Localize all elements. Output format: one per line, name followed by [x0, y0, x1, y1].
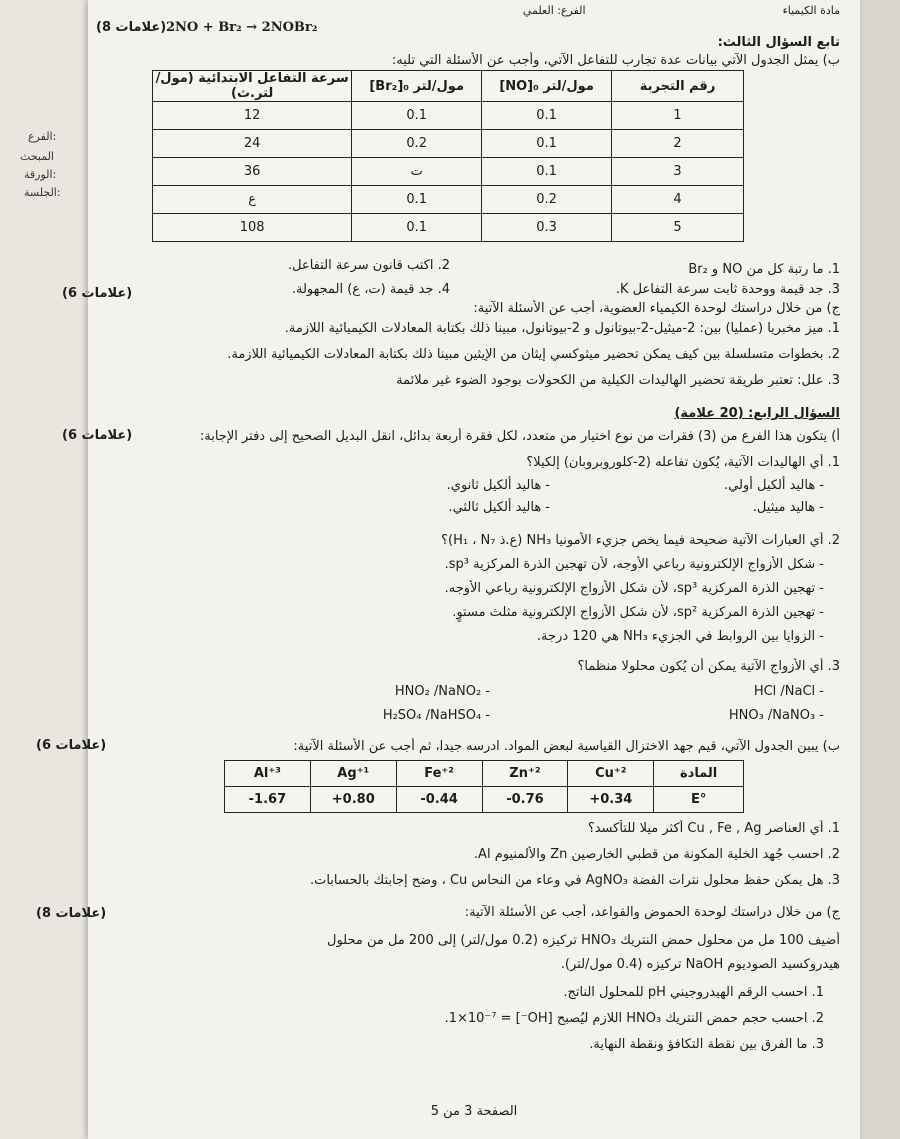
section-intro: ج) من خلال دراستك لوحدة الحموض والقواعد، أجب عن الأسئلة الآتية:	[464, 905, 840, 920]
answer-option[interactable]: - HCl /NaCl	[753, 684, 824, 699]
table-cell: 0.1	[352, 214, 482, 242]
table-header: المادة	[654, 761, 744, 787]
answer-option[interactable]: - H₂SO₄ /NaHSO₄	[382, 708, 490, 723]
table-cell: 24	[153, 130, 352, 158]
reaction-equation: 2NO + Br₂ → 2NOBr₂	[166, 20, 318, 35]
section-intro: ب) يمثل الجدول الآتي بيانات عدة تجارب للتفاعل الآتي، وأجب عن الأسئلة التي تليه:	[391, 53, 840, 68]
table-cell: 1	[612, 102, 744, 130]
section-title: تابع السؤال الثالث:	[717, 35, 840, 50]
question-item: 1. ما رتبة كل من NO و Br₂	[688, 262, 840, 277]
table-header: Ag⁺¹	[310, 761, 396, 787]
table-header: Fe⁺²	[396, 761, 482, 787]
question-item: 3. علل: تعتبر طريقة تحضير الهاليدات الكيلية من الكحولات بوجود الضوء غير ملائمة	[396, 373, 840, 388]
marks-label: (6 علامات)	[62, 286, 133, 301]
reduction-potential-table	[224, 760, 744, 813]
answer-option[interactable]: - HNO₃ /NaNO₃	[728, 708, 824, 723]
question-item: 2. احسب جُهد الخلية المكونة من قطبي الخارصين Zn والألمنيوم Al.	[473, 847, 840, 862]
table-cell: 3	[612, 158, 744, 186]
answer-option[interactable]: - تهجين الذرة المركزية sp²، لأن شكل الأزواج الإلكترونية مثلث مستوٍ.	[452, 605, 824, 620]
table-cell: ت	[352, 158, 482, 186]
question-stem: 2. أي العبارات الآتية صحيحة فيما يخص جزيء الأمونيا NH₃ (ع.ذ H₁ ، N₇)؟	[441, 533, 840, 548]
table-header: Zn⁺²	[482, 761, 568, 787]
table-cell: 5	[612, 214, 744, 242]
table-cell: 0.3	[482, 214, 612, 242]
question-stem: 1. أي الهاليدات الآتية، يُكون تفاعله (2-كلوروبروبان) إلكيلا؟	[526, 455, 840, 470]
table-cell: 0.1	[352, 102, 482, 130]
problem-text: أضيف 100 مل من محلول حمض النتريك HNO₃ تركيزه (0.2 مول/لتر) إلى 200 مل من محلول	[327, 933, 840, 948]
question-title: السؤال الرابع: (20 علامة)	[674, 406, 840, 421]
answer-option[interactable]: - هاليد ألكيل أولي.	[724, 478, 824, 493]
table-header: Al⁺³	[225, 761, 311, 787]
table-cell: 0.1	[482, 102, 612, 130]
table-header: [Br₂]₀ مول/لتر	[352, 71, 482, 102]
marks-label: (6 علامات)	[62, 428, 133, 443]
table-cell: -0.76	[482, 787, 568, 813]
table-cell: 108	[153, 214, 352, 242]
page-number: الصفحة 3 من 5	[430, 1104, 518, 1119]
side-note: المبحث	[20, 150, 54, 163]
answer-option[interactable]: - شكل الأزواج الإلكترونية رباعي الأوجه، لأن تهجين الذرة المركزية sp³.	[444, 557, 824, 572]
table-cell: 0.2	[482, 186, 612, 214]
page-header	[102, 2, 840, 20]
answer-option[interactable]: - HNO₂ /NaNO₂	[394, 684, 490, 699]
right-margin	[858, 0, 900, 1139]
question-item: 1. ميز مخبريا (عمليا) بين: 2-ميثيل-2-بيوتانول و 2-بيوتانول، مبينا ذلك بكتابة المعادلات الكيميائية اللازمة.	[284, 321, 840, 336]
subject-label: مادة الكيمياء	[782, 4, 840, 17]
marks-label: (8 علامات)	[96, 20, 167, 35]
branch-label: الفرع: العلمي	[522, 4, 586, 17]
table-cell: 0.2	[352, 130, 482, 158]
question-item: 2. احسب حجم حمض النتريك HNO₃ اللازم ليُصبح [OH⁻] = 1×10⁻⁷.	[444, 1011, 824, 1026]
section-intro: ب) يبين الجدول الآتي، قيم جهد الاختزال القياسية لبعض المواد. ادرسه جيدا، ثم أجب عن الأسئلة الآتية:	[293, 739, 840, 754]
question-item: 2. بخطوات متسلسلة بين كيف يمكن تحضير ميثوكسي إيثان من الإيثين مبينا ذلك بكتابة المعادلات الكيميائية اللازمة.	[227, 347, 840, 362]
question-item: 1. أي العناصر Cu , Fe , Ag أكثر ميلا للتأكسد؟	[587, 821, 840, 836]
answer-option[interactable]: - الزوايا بين الروابط في الجزيء NH₃ هي 120 درجة.	[536, 629, 824, 644]
marks-label: (8 علامات)	[36, 906, 107, 921]
table-cell: -1.67	[225, 787, 311, 813]
table-cell: +0.34	[568, 787, 654, 813]
side-note: الجلسة:	[24, 186, 61, 199]
table-header: سرعة التفاعل الابتدائية (مول/لتر.ث)	[153, 71, 352, 102]
table-header: Cu⁺²	[568, 761, 654, 787]
table-cell: -0.44	[396, 787, 482, 813]
table-cell: 0.1	[482, 130, 612, 158]
marks-label: (6 علامات)	[36, 738, 107, 753]
side-note: الورقة:	[24, 168, 57, 181]
table-cell: E°	[654, 787, 744, 813]
answer-option[interactable]: - هاليد ألكيل ثالثي.	[448, 500, 550, 515]
table-header: [NO]₀ مول/لتر	[482, 71, 612, 102]
question-stem: 3. أي الأزواج الآتية يمكن أن يُكون محلولا منظما؟	[577, 659, 840, 674]
table-cell: 12	[153, 102, 352, 130]
section-intro: ج) من خلال دراستك لوحدة الكيمياء العضوية، أجب عن الأسئلة الآتية:	[473, 301, 840, 316]
question-item: 3. ما الفرق بين نقطة التكافؤ ونقطة النهاية.	[589, 1037, 824, 1052]
answer-option[interactable]: - هاليد ألكيل ثانوي.	[446, 478, 550, 493]
rate-data-table	[152, 70, 744, 242]
question-item: 3. جد قيمة ووحدة ثابت سرعة التفاعل K.	[615, 282, 840, 297]
question-item: 3. هل يمكن حفظ محلول نترات الفضة AgNO₃ في وعاء من النحاس Cu ، وضح إجابتك بالحسابات.	[309, 873, 840, 888]
section-intro: أ) يتكون هذا الفرع من (3) فقرات من نوع اختيار من متعدد، لكل فقرة أربعة بدائل، انقل البديل الصحيح إلى دفتر الإجابة:	[199, 429, 840, 444]
table-cell: +0.80	[310, 787, 396, 813]
question-item: 1. احسب الرقم الهيدروجيني pH للمحلول الناتج.	[563, 985, 824, 1000]
side-note: الفرع:	[28, 130, 57, 143]
table-cell: 0.1	[352, 186, 482, 214]
table-cell: ع	[153, 186, 352, 214]
table-cell: 2	[612, 130, 744, 158]
table-header: رقم التجربة	[612, 71, 744, 102]
answer-option[interactable]: - هاليد ميثيل.	[752, 500, 824, 515]
table-cell: 36	[153, 158, 352, 186]
table-cell: 4	[612, 186, 744, 214]
problem-text: هيدروكسيد الصوديوم NaOH تركيزه (0.4 مول/لتر).	[560, 957, 840, 972]
answer-option[interactable]: - تهجين الذرة المركزية sp³، لأن شكل الأزواج الإلكترونية رباعي الأوجه.	[444, 581, 824, 596]
table-cell: 0.1	[482, 158, 612, 186]
question-item: 2. اكتب قانون سرعة التفاعل.	[287, 258, 450, 273]
question-item: 4. جد قيمة (ت، ع) المجهولة.	[291, 282, 450, 297]
